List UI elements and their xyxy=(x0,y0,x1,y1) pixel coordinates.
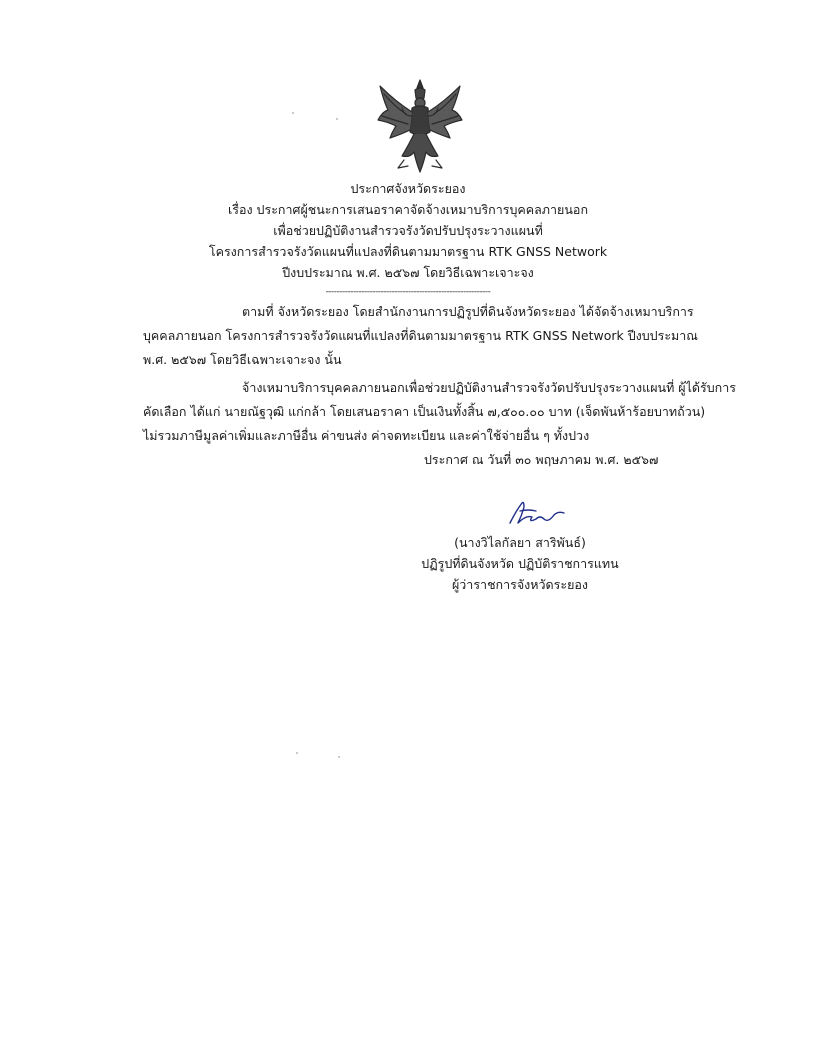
subject-line-1: เรื่อง ประกาศผู้ชนะการเสนอราคาจัดจ้างเหมาบริการบุคคลภายนอก xyxy=(227,202,589,217)
garuda-emblem-icon xyxy=(374,76,466,176)
signer-position: ปฏิรูปที่ดินจังหวัด ปฏิบัติราชการแทน xyxy=(421,556,619,571)
paragraph2-line1: จ้างเหมาบริการบุคคลภายนอกเพื่อช่วยปฏิบัติงานสำรวจรังวัดปรับปรุงระวางแผนที่ ผู้ได้รับการ xyxy=(242,380,736,395)
paragraph2-line2: คัดเลือก ได้แก่ นายณัฐวุฒิ แก่กล้า โดยเสนอราคา เป็นเงินทั้งสิ้น ๗,๕๐๐.๐๐ บาท (เจ็ดพันห้าร้อยบาทถ้วน) xyxy=(143,404,706,419)
signer-name: (นางวิไลกัลยา สาริพันธ์) xyxy=(454,535,586,550)
paragraph1-line3: พ.ศ. ๒๕๖๗ โดยวิธีเฉพาะเจาะจง นั้น xyxy=(143,352,342,367)
subject-line-4: ปีงบประมาณ พ.ศ. ๒๕๖๗ โดยวิธีเฉพาะเจาะจง xyxy=(282,265,534,280)
subject-line-3: โครงการสำรวจรังวัดแผนที่แปลงที่ดินตามมาตรฐาน RTK GNSS Network xyxy=(208,244,608,259)
scan-speck xyxy=(296,752,298,754)
paragraph2-line3: ไม่รวมภาษีมูลค่าเพิ่มและภาษีอื่น ค่าขนส่ง ค่าจดทะเบียน และค่าใช้จ่ายอื่น ๆ ทั้งปวง xyxy=(143,428,590,443)
signer-on-behalf: ผู้ว่าราชการจังหวัดระยอง xyxy=(451,577,589,592)
announcement-date: ประกาศ ณ วันที่ ๓๐ พฤษภาคม พ.ศ. ๒๕๖๗ xyxy=(424,452,659,467)
scan-speck xyxy=(292,112,294,114)
scan-speck xyxy=(338,756,340,758)
paragraph1-line2: บุคคลภายนอก โครงการสำรวจรังวัดแผนที่แปลงที่ดินตามมาตรฐาน RTK GNSS Network ปีงบประมาณ xyxy=(143,328,698,343)
scan-speck xyxy=(336,118,338,120)
paragraph1-line1: ตามที่ จังหวัดระยอง โดยสำนักงานการปฏิรูปที่ดินจังหวัดระยอง ได้จัดจ้างเหมาบริการ xyxy=(242,304,694,319)
divider-line: ------------------------------------------------------------ xyxy=(325,287,491,297)
subject-line-2: เพื่อช่วยปฏิบัติงานสำรวจรังวัดปรับปรุงระวางแผนที่ xyxy=(273,223,543,238)
handwritten-signature-icon xyxy=(506,497,570,529)
issuer-heading: ประกาศจังหวัดระยอง xyxy=(350,181,466,196)
